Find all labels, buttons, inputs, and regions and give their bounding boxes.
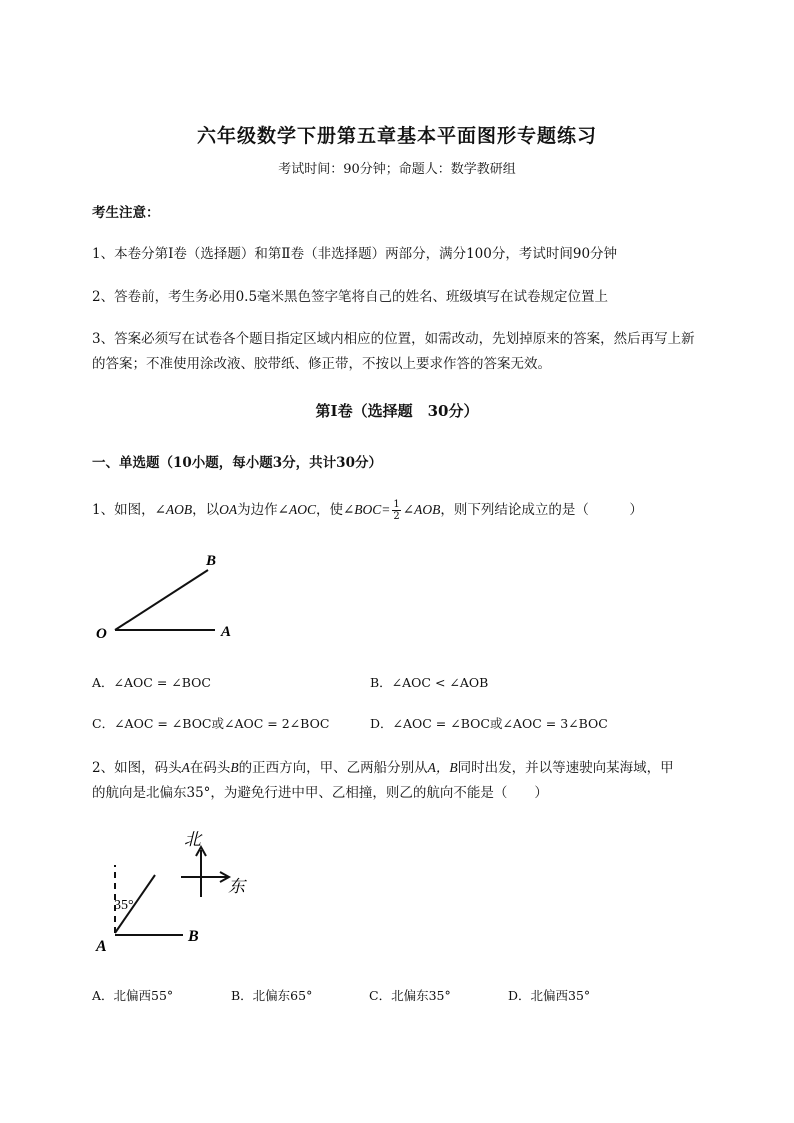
q1-option-a: A．∠AOC = ∠BOC [92, 675, 211, 690]
label-north: 北 [184, 830, 201, 849]
label-east: 东 [228, 877, 245, 896]
q1-mid3: ，使 [315, 502, 343, 518]
question-2-line-1 [92, 756, 674, 776]
q2-option-c: C．北偏东35° [369, 988, 451, 1003]
notice-item-1: 1、本卷分第I卷（选择题）和第Ⅱ卷（非选择题）两部分，满分100分，考试时间90分钟 [92, 246, 618, 262]
q1-oa: OA [219, 502, 238, 517]
q2-part-1: 2、如图，码头 [92, 760, 182, 776]
label-a: A [221, 624, 232, 640]
q1-figure [88, 545, 248, 645]
q2-figure [88, 825, 263, 960]
page-title: 六年级数学下册第五章基本平面图形专题练习 [196, 125, 597, 147]
q1-angle-aob: ∠AOB [154, 502, 193, 517]
q2-ab: A，B [427, 760, 458, 775]
part-heading: 一、单选题（10小题，每小题3分，共计30分） [92, 455, 382, 471]
q2-part-4: 同时出发，并以等速驶向某海域，甲 [457, 760, 674, 776]
q1-angle-aob-2: ∠AOB [402, 502, 441, 517]
ray-ob [115, 570, 208, 630]
section-title: 第I卷（选择题 30分） [315, 402, 479, 420]
label-b: B [188, 928, 199, 945]
q1-boc-eq: ∠BOC= [342, 502, 391, 517]
q1-frac-num: 1 [393, 499, 400, 510]
label-b: B [206, 553, 217, 569]
q1-mid2: 为边作 [237, 502, 278, 518]
q1-option-d: D．∠AOC = ∠BOC或∠AOC = 3∠BOC [370, 716, 608, 731]
question-1-text [92, 498, 643, 522]
q1-fraction [392, 499, 400, 522]
q2-a: A [181, 760, 190, 775]
label-a: A [96, 938, 107, 955]
label-o: O [96, 626, 107, 642]
q2-option-d: D．北偏西35° [508, 988, 591, 1003]
q1-suffix: ，则下列结论成立的是（ ） [440, 502, 643, 518]
notice-item-3-cont: 的答案；不准使用涂改液、胶带纸、修正带，不按以上要求作答的答案无效。 [92, 356, 551, 372]
q1-prefix: 1、如图， [92, 502, 155, 518]
q1-mid1: ，以 [192, 502, 220, 518]
q2-part-3: 的正西方向，甲、乙两船分别从 [238, 760, 428, 776]
notice-item-2: 2、答卷前，考生务必用0.5毫米黑色签字笔将自己的姓名、班级填写在试卷规定位置上 [92, 289, 609, 305]
q2-option-b: B．北偏东65° [231, 988, 313, 1003]
q1-option-c: C．∠AOC = ∠BOC或∠AOC = 2∠BOC [92, 716, 330, 731]
notice-heading: 考生注意： [92, 205, 160, 221]
exam-info: 考试时间：90分钟；命题人：数学教研组 [278, 162, 516, 177]
q2-b: B [230, 760, 239, 775]
q1-angle-aoc: ∠AOC [277, 502, 316, 517]
q1-frac-den: 2 [393, 511, 400, 522]
notice-item-3: 3、答案必须写在试卷各个题目指定区域内相应的位置，如需改动，先划掉原来的答案，然后再写上新 [92, 331, 695, 347]
question-2-line-2: 的航向是北偏东35°，为避免行进中甲、乙相撞，则乙的航向不能是（ ） [92, 785, 548, 801]
q1-option-b: B．∠AOC < ∠AOB [370, 675, 489, 690]
label-35-degree: 35° [114, 898, 134, 913]
q2-option-a: A．北偏西55° [92, 988, 174, 1003]
q2-part-2: 在码头 [189, 760, 231, 776]
